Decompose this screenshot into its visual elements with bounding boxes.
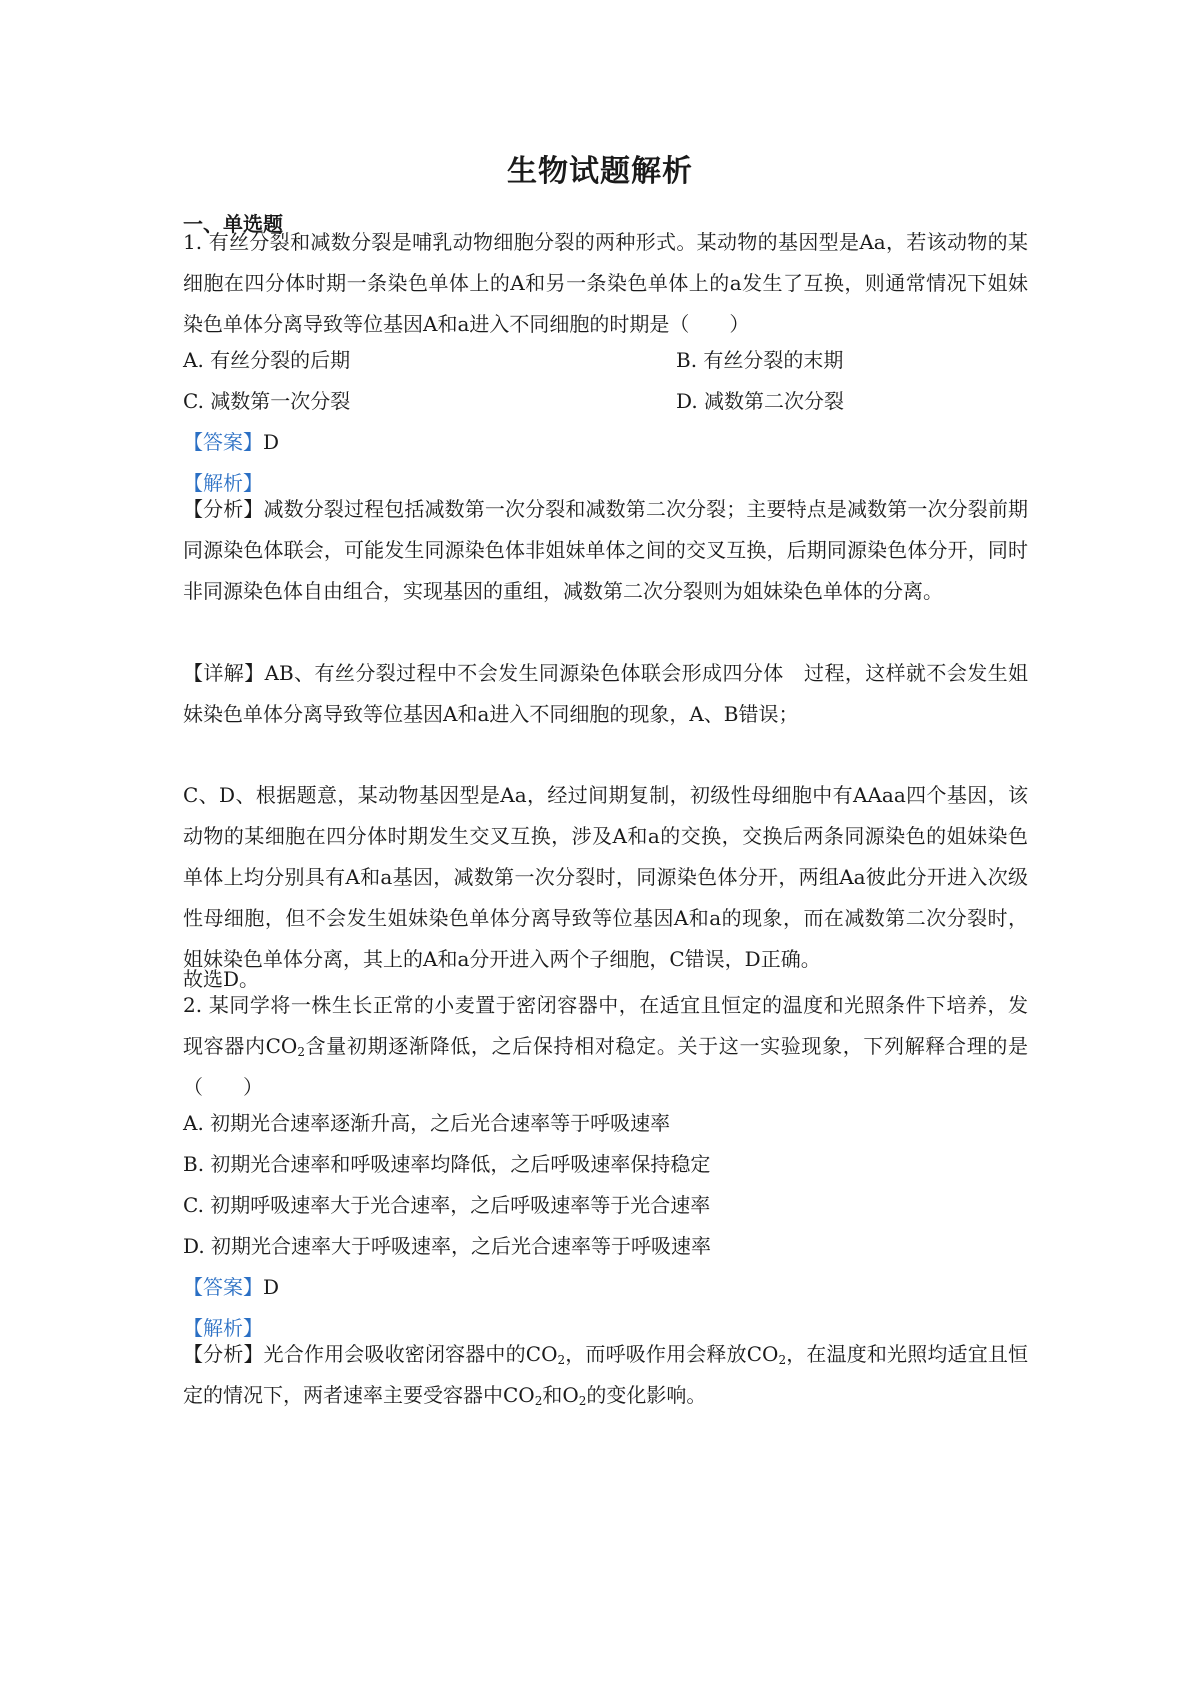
detail-text: AB、有丝分裂过程中不会发生同源染色体联会形成四分体 过程，这样就不会发生姐妹染色单体分离导致等位基因A和a进入不同细胞的现象，A、B错误； (183, 661, 1029, 726)
page-title: 生物试题解析 (507, 154, 693, 189)
q2-option-c: C. 初期呼吸速率大于光合速率，之后呼吸速率等于光合速率 (183, 1193, 711, 1217)
q1-option-a: A. 有丝分裂的后期 (183, 348, 351, 372)
q2-jiexi-tag: 【解析】 (183, 1316, 263, 1340)
q1-detail-cd: C、D、根据题意，某动物基因型是Aa，经过间期复制，初级性母细胞中有AAaa四个基因，该动物的某细胞在四分体时期发生交叉互换，涉及A和a的交换，交换后两条同源染色的姐妹染色单体上均分别具有A和a基因，减数第一次分裂时，同源染色体分开，两组Aa彼此分开进入次级性母细胞，但不会发生姐妹染色单体分离导致等位基因A和a的现象，而在减数第二次分裂时，姐妹染色单体分离，其上的A和a分开进入两个子细胞，C错误，D正确。 (183, 783, 1028, 971)
section-heading: 一、单选题 (183, 212, 283, 236)
q1-option-b: B. 有丝分裂的末期 (676, 348, 844, 372)
detail-tag: 【详解】 (183, 661, 265, 685)
q1-option-c: C. 减数第一次分裂 (183, 389, 351, 413)
answer-tag: 【答案】 (183, 1275, 263, 1299)
q2-answer (183, 1271, 279, 1300)
q1-analysis (183, 489, 1028, 612)
q2-stem: 2. 某同学将一株生长正常的小麦置于密闭容器中，在适宜且恒定的温度和光照条件下培养，发现容器内$CO_2$含量初期逐渐降低，之后保持相对稳定。关于这一实验现象，下列解释合理的是（ ） (183, 993, 1029, 1099)
analysis-tag: 【分析】 (183, 497, 264, 521)
q2-analysis: 【分析】光合作用会吸收密闭容器中的$CO_2$，而呼吸作用会释放$CO_2$，在温度和光照均适宜且恒定的情况下，两者速率主要受容器中$CO_2$和$O_2$的变化影响。 (183, 1342, 1029, 1408)
q2-option-d: D. 初期光合速率大于呼吸速率，之后光合速率等于呼吸速率 (183, 1234, 712, 1258)
q1-answer (183, 426, 279, 455)
q1-conclusion: 故选D。 (183, 967, 260, 991)
q1-option-d: D. 减数第二次分裂 (676, 389, 845, 413)
q2-option-a: A. 初期光合速率逐渐升高，之后光合速率等于呼吸速率 (183, 1111, 671, 1135)
q2-option-b: B. 初期光合速率和呼吸速率均降低，之后呼吸速率保持稳定 (183, 1152, 711, 1176)
q1-jiexi-tag: 【解析】 (183, 471, 263, 495)
answer-value: D (263, 1275, 280, 1299)
q1-stem: 1. 有丝分裂和减数分裂是哺乳动物细胞分裂的两种形式。某动物的基因型是Aa，若该动物的某细胞在四分体时期一条染色单体上的A和另一条染色单体上的a发生了互换，则通常情况下姐妹染色单体分离导致等位基因A和a进入不同细胞的时期是（ ） (183, 230, 1028, 336)
answer-tag: 【答案】 (183, 430, 263, 454)
analysis-tag: 【分析】 (183, 1342, 264, 1366)
q1-detail (183, 653, 1028, 735)
answer-value: D (263, 430, 280, 454)
analysis-text: 减数分裂过程包括减数第一次分裂和减数第二次分裂；主要特点是减数第一次分裂前期同源染色体联会，可能发生同源染色体非姐妹单体之间的交叉互换，后期同源染色体分开，同时非同源染色体自由组合，实现基因的重组，减数第二次分裂则为姐妹染色单体的分离。 (183, 497, 1029, 603)
